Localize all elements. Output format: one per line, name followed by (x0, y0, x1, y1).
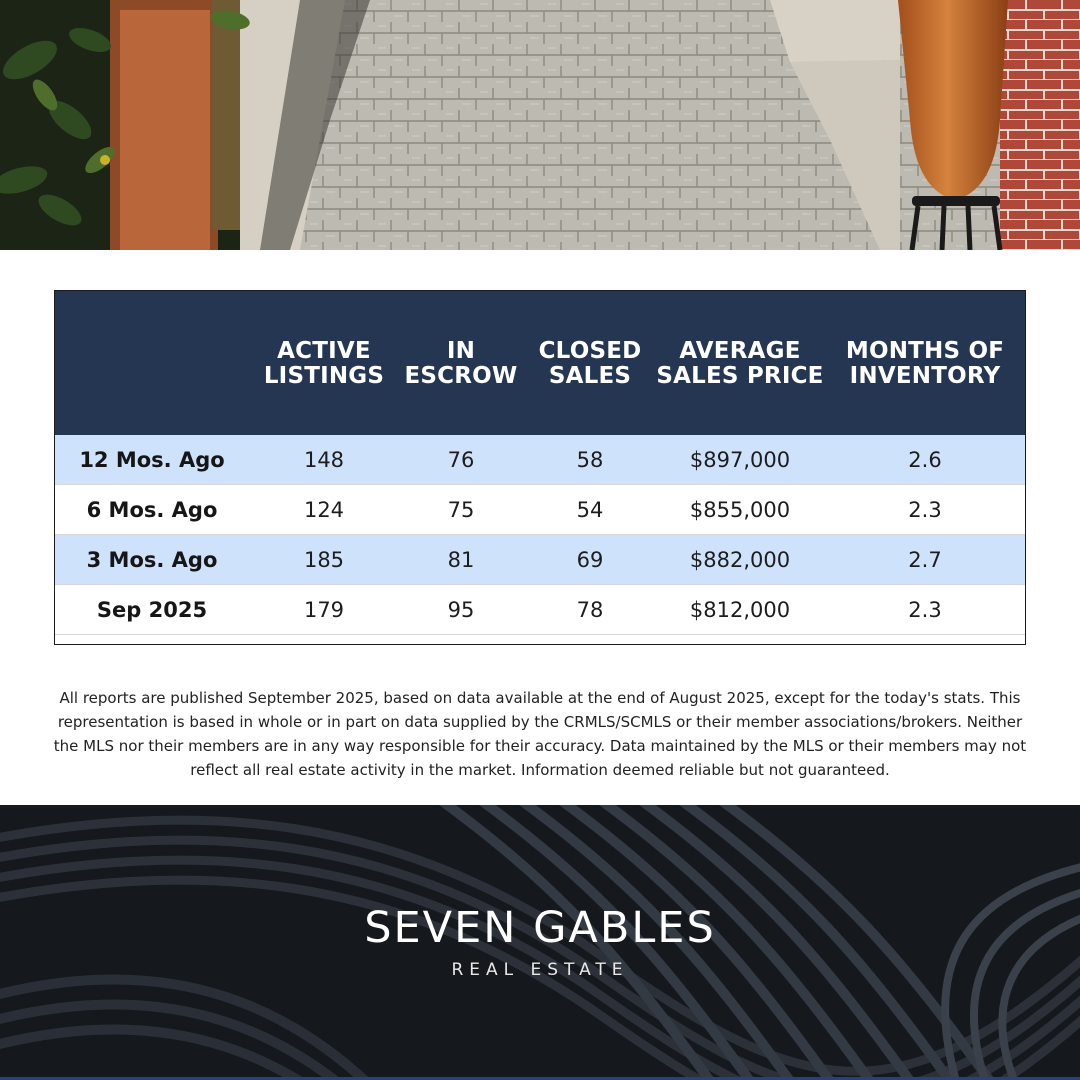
cell-closed-sales: 69 (576, 548, 604, 572)
cell-in-escrow: 95 (447, 598, 475, 622)
row-label: 6 Mos. Ago (86, 498, 218, 522)
table-header (55, 291, 1025, 435)
cell-average-price: $812,000 (689, 598, 791, 622)
market-stats-table (54, 290, 1026, 645)
hero-photo (0, 0, 1080, 250)
cell-active-listings: 148 (303, 448, 345, 472)
header-average-sales-price: AVERAGE SALES PRICE (656, 338, 824, 389)
table-row (55, 585, 1025, 635)
table-row (55, 535, 1025, 585)
cell-months-inventory: 2.3 (908, 598, 942, 622)
cell-active-listings: 185 (303, 548, 345, 572)
cell-in-escrow: 81 (447, 548, 475, 572)
cell-months-inventory: 2.6 (908, 448, 942, 472)
cell-average-price: $897,000 (689, 448, 791, 472)
brand-name: SEVEN GABLES (364, 903, 716, 953)
cell-active-listings: 124 (303, 498, 345, 522)
cell-active-listings: 179 (303, 598, 345, 622)
cell-months-inventory: 2.7 (908, 548, 942, 572)
cell-closed-sales: 78 (576, 598, 604, 622)
cell-closed-sales: 54 (576, 498, 604, 522)
cell-average-price: $882,000 (689, 548, 791, 572)
header-months-of-inventory: MONTHS OF INVENTORY (845, 338, 1005, 389)
table-row (55, 435, 1025, 485)
header-in-escrow: IN ESCROW (404, 338, 518, 389)
cell-average-price: $855,000 (689, 498, 791, 522)
row-label: 12 Mos. Ago (79, 448, 225, 472)
brand-tagline: REAL ESTATE (451, 960, 629, 980)
data-disclaimer: All reports are published September 2025, based on data available at the end of August 2025, except for the today's stats. This representation is based in whole or in part on data supplied by the CRMLS/SCMLS or their member associations/brokers. Neither the MLS nor their members are in any way responsible for their accuracy. Data maintained by the MLS or their members may not reflect all real estate activity in the market. Information deemed reliable but not guaranteed. (53, 689, 1027, 779)
table-row (55, 485, 1025, 535)
cell-in-escrow: 76 (447, 448, 475, 472)
walkway-photo-icon (0, 0, 1080, 250)
header-active-listings: ACTIVE LISTINGS (263, 338, 385, 389)
row-label: 3 Mos. Ago (86, 548, 218, 572)
cell-months-inventory: 2.3 (908, 498, 942, 522)
header-closed-sales: CLOSED SALES (538, 338, 642, 389)
cell-in-escrow: 75 (447, 498, 475, 522)
cell-closed-sales: 58 (576, 448, 604, 472)
row-label: Sep 2025 (96, 598, 208, 622)
